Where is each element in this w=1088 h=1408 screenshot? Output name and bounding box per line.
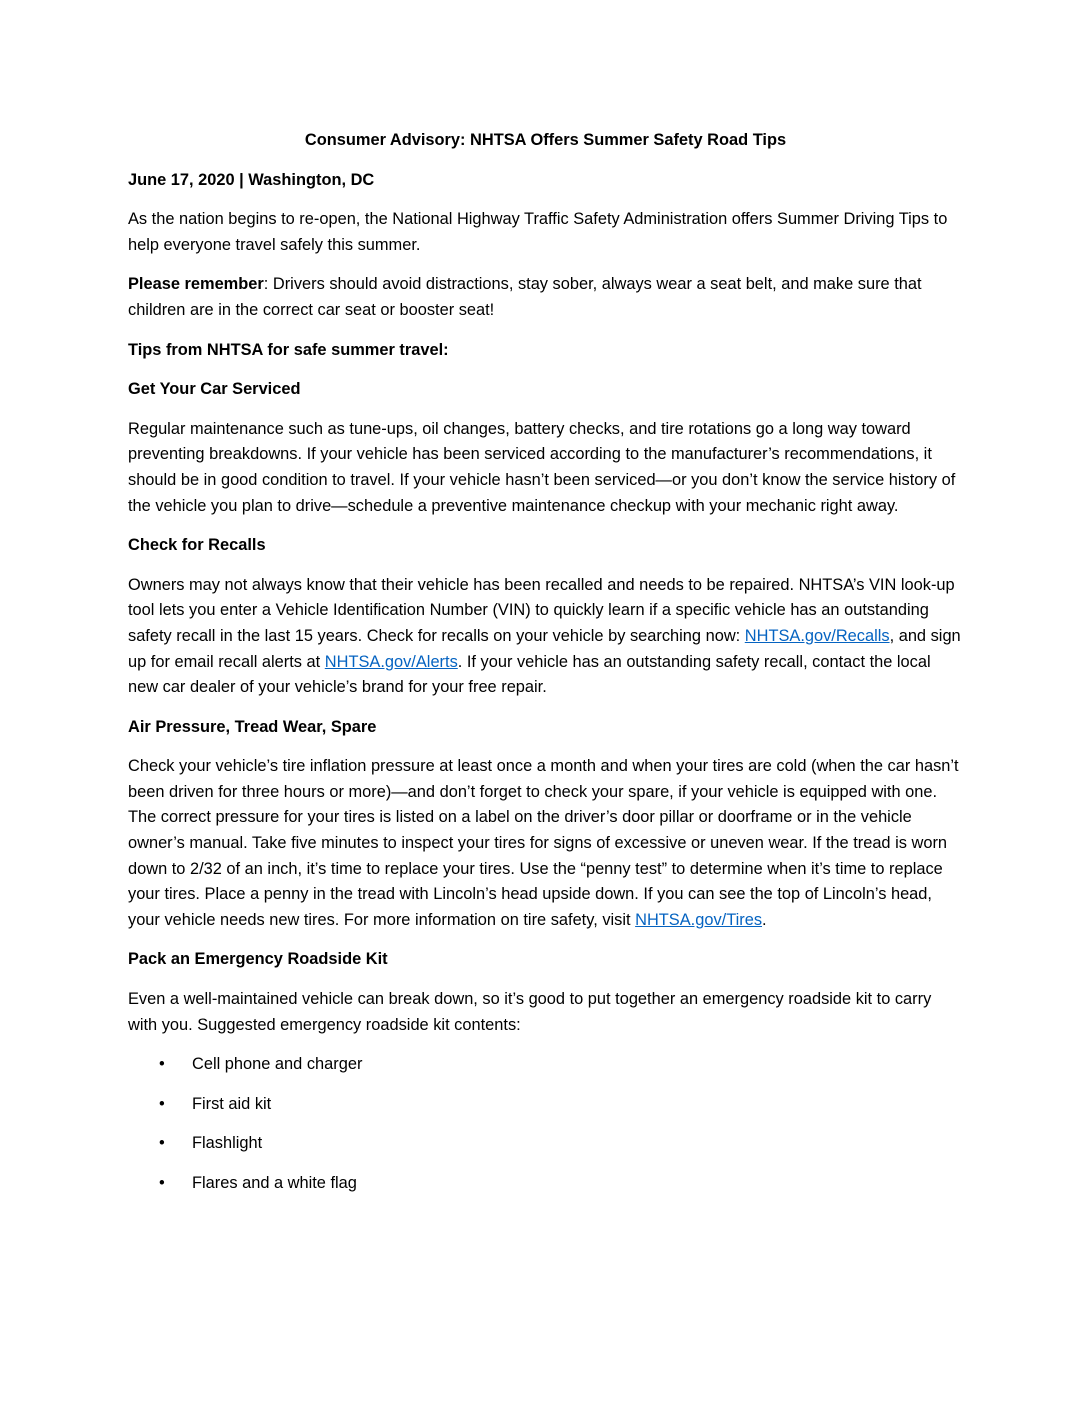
list-item xyxy=(128,1052,963,1078)
tires-heading: Air Pressure, Tread Wear, Spare xyxy=(128,717,377,736)
list-item xyxy=(128,1171,963,1197)
recalls-text-1: Owners may not always know that their vehicle has been recalled and needs to be repaired. NHTSA’s VIN look-up tool lets you enter a Vehicle Identification Number (VIN) to quickly learn if a specific vehicle has an outstanding safety recall in the last 15 years. Check for recalls on your vehicle by searching now: xyxy=(128,575,955,645)
list-item-label: Flashlight xyxy=(192,1134,263,1153)
bullet-icon: • xyxy=(159,1174,165,1192)
document-page xyxy=(128,128,963,1211)
service-paragraph: Regular maintenance such as tune-ups, oil changes, battery checks, and tire rotations go a long way toward preventing breakdowns. If your vehicle has been serviced according to the manufacturer’s recommendations, it should be in good condition to travel. If your vehicle hasn’t been serviced—or you don’t know the service history of the vehicle you plan to drive—schedule a preventive maintenance checkup with your mechanic right away. xyxy=(128,419,956,515)
tires-text-2: . xyxy=(762,910,767,929)
service-heading: Get Your Car Serviced xyxy=(128,380,301,399)
list-item-label: First aid kit xyxy=(192,1094,272,1113)
document-title: Consumer Advisory: NHTSA Offers Summer Safety Road Tips xyxy=(304,131,787,149)
recalls-text-2: , and sign up for email recall alerts at xyxy=(128,626,961,671)
list-item-label: Flares and a white flag xyxy=(192,1174,357,1192)
recalls-text-3: . If your vehicle has an outstanding safety recall, contact the local new car dealer of your vehicle’s brand for your free repair. xyxy=(128,652,931,697)
intro-paragraph: As the nation begins to re-open, the National Highway Traffic Safety Administration offers Summer Driving Tips to help everyone travel safely this summer. xyxy=(128,210,948,254)
kit-list xyxy=(128,1052,963,1196)
reminder-text: : Drivers should avoid distractions, stay sober, always wear a seat belt, and make sure that children are in the correct car seat or booster seat! xyxy=(128,275,922,319)
recalls-heading: Check for Recalls xyxy=(128,536,266,555)
tires-link[interactable]: NHTSA.gov/Tires xyxy=(635,910,763,929)
tires-paragraph xyxy=(128,754,963,933)
bullet-icon: • xyxy=(159,1055,165,1074)
alerts-link[interactable]: NHTSA.gov/Alerts xyxy=(324,652,458,671)
list-item xyxy=(128,1092,963,1118)
tips-heading: Tips from NHTSA for safe summer travel: xyxy=(128,340,449,359)
recalls-paragraph xyxy=(128,573,963,701)
list-item-label: Cell phone and charger xyxy=(192,1055,363,1074)
tires-text-1: Check your vehicle’s tire inflation pressure at least once a month and when your tires are cold (when the car hasn’t been driven for three hours or more)—and don’t forget to check your spare, if your vehicle is equipped with one. The correct pressure for your tires is listed on a label on the driver’s door pillar or doorframe or in the vehicle owner’s manual. Take five minutes to inspect your tires for signs of excessive or uneven wear. If the tread is worn down to 2/32 of an inch, it’s time to replace your tires. Use the “penny test” to determine when it’s time to replace your tires. Place a penny in the tread with Lincoln’s head upside down. If you can see the top of Lincoln’s head, your vehicle needs new tires. For more information on tire safety, visit xyxy=(128,757,959,929)
list-item xyxy=(128,1131,963,1157)
kit-heading: Pack an Emergency Roadside Kit xyxy=(128,950,388,969)
bullet-icon: • xyxy=(159,1134,165,1153)
recalls-link[interactable]: NHTSA.gov/Recalls xyxy=(744,626,890,645)
reminder-lead: Please remember xyxy=(128,275,264,294)
bullet-icon: • xyxy=(159,1094,165,1113)
kit-paragraph: Even a well-maintained vehicle can break down, so it’s good to put together an emergency roadside kit to carry with you. Suggested emergency roadside kit contents: xyxy=(128,990,932,1034)
reminder-paragraph xyxy=(128,272,963,323)
dateline: June 17, 2020 | Washington, DC xyxy=(128,170,375,189)
